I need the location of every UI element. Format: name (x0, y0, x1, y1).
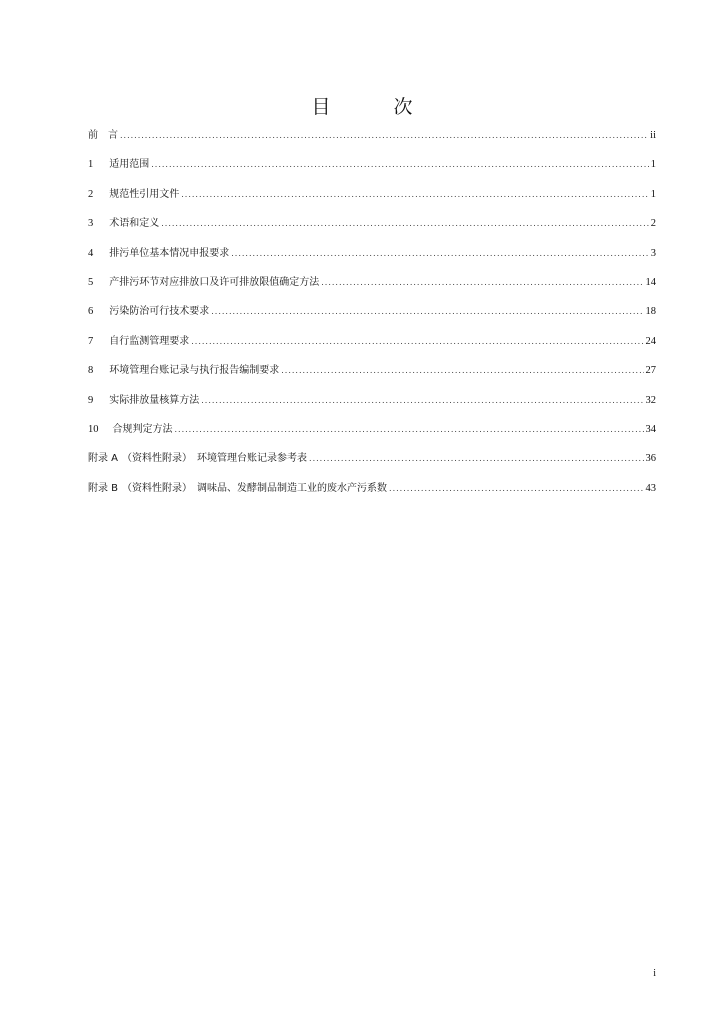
toc-entry-number: 附录 B (88, 482, 119, 494)
toc-entry-label: 规范性引用文件 (109, 188, 180, 200)
toc-entry[interactable] (88, 126, 656, 155)
toc-entry-number: 7 (88, 335, 94, 347)
toc-entry[interactable] (88, 391, 656, 420)
toc-entry-number: 9 (88, 394, 94, 406)
toc-entry-number: 4 (88, 247, 94, 259)
toc-entry-page: 36 (645, 453, 656, 465)
toc-entry-page: 1 (650, 188, 656, 200)
toc-entry-label: （资料性附录） 调味品、发酵制品制造工业的废水产污系数 (122, 482, 388, 494)
toc-entry-label: 术语和定义 (109, 218, 160, 230)
toc-entry-page: 1 (650, 159, 656, 171)
toc-entry-label: 前 言 (88, 130, 118, 141)
toc-dot-leader (309, 449, 643, 469)
toc-entry-page: 34 (645, 423, 656, 435)
toc-entry[interactable] (88, 361, 656, 390)
toc-dot-leader (161, 214, 649, 234)
toc-entry-label: 环境管理台账记录与执行报告编制要求 (109, 365, 280, 377)
toc-entry-page: 43 (645, 482, 656, 494)
toc-dot-leader (151, 155, 649, 175)
toc-dot-leader (181, 185, 649, 205)
toc-entry[interactable] (88, 155, 656, 184)
toc-entry-number: 附录 A (88, 453, 119, 465)
toc-entry-page: 32 (645, 394, 656, 406)
toc-entry-number: 1 (88, 159, 94, 171)
toc-entry-page: ii (650, 130, 656, 141)
toc-entry-label: 排污单位基本情况申报要求 (109, 247, 230, 259)
table-of-contents (88, 126, 656, 508)
toc-entry-label: 实际排放量核算方法 (109, 394, 200, 406)
toc-dot-leader (281, 361, 643, 381)
toc-entry-page: 2 (650, 218, 656, 230)
toc-dot-leader (120, 126, 648, 146)
toc-entry-number: 6 (88, 306, 94, 318)
toc-entry[interactable] (88, 332, 656, 361)
toc-entry-page: 24 (645, 335, 656, 347)
toc-dot-leader (321, 273, 643, 293)
toc-entry[interactable] (88, 185, 656, 214)
page-title: 目 次 (311, 96, 435, 118)
toc-dot-leader (211, 302, 643, 322)
toc-entry-number: 10 (88, 423, 99, 435)
toc-entry[interactable] (88, 302, 656, 331)
toc-entry-label: 产排污环节对应排放口及许可排放限值确定方法 (109, 276, 320, 288)
toc-dot-leader (201, 391, 643, 411)
toc-entry[interactable] (88, 479, 656, 508)
toc-entry-label: 污染防治可行技术要求 (109, 306, 210, 318)
toc-entry-page: 3 (650, 247, 656, 259)
toc-entry-number: 3 (88, 218, 94, 230)
toc-entry-number: 2 (88, 188, 94, 200)
toc-entry-page: 14 (645, 276, 656, 288)
toc-dot-leader (389, 479, 643, 499)
toc-entry-label: 自行监测管理要求 (109, 335, 190, 347)
toc-entry-number: 5 (88, 276, 94, 288)
toc-entry[interactable] (88, 449, 656, 478)
toc-entry-label: 适用范围 (109, 159, 150, 171)
toc-entry[interactable] (88, 420, 656, 449)
toc-entry[interactable] (88, 273, 656, 302)
toc-entry-page: 27 (645, 365, 656, 377)
toc-entry[interactable] (88, 214, 656, 243)
toc-entry-page: 18 (645, 306, 656, 318)
toc-dot-leader (175, 420, 644, 440)
toc-entry-label: 合规判定方法 (112, 423, 173, 435)
toc-entry-number: 8 (88, 365, 94, 377)
toc-dot-leader (191, 332, 643, 352)
toc-dot-leader (231, 244, 649, 264)
footer-page-number: i (653, 968, 656, 979)
toc-entry[interactable] (88, 244, 656, 273)
toc-entry-label: （资料性附录） 环境管理台账记录参考表 (122, 453, 308, 465)
